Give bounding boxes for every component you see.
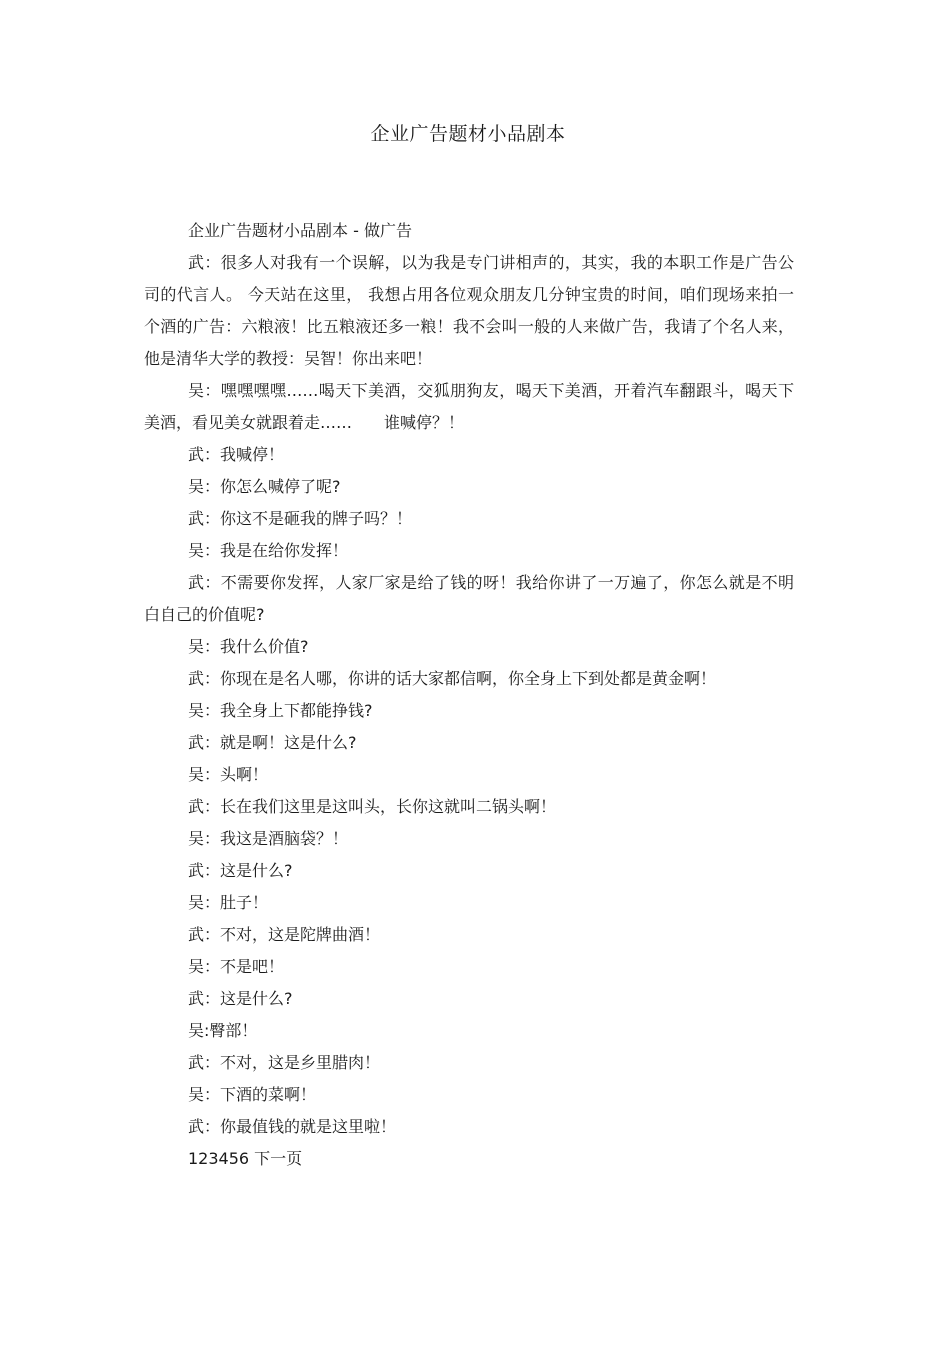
- dialogue-line: 吴：你怎么喊停了呢?: [188, 477, 341, 496]
- dialogue-line: 武：你最值钱的就是这里啦！: [188, 1117, 397, 1136]
- dialogue-line: 吴：不是吧！: [188, 957, 285, 976]
- dialogue-line: 武：很多人对我有一个误解，以为我是专门讲相声的，其实，我的本职工作是广告公司的代言人。 今天站在这里， 我想占用各位观众朋友几分钟宝贵的时间，咱们现场来拍一个酒的广告：六粮液！比五粮液还多一粮！我不会叫一般的人来做广告，我请了个名人来，他是清华大学的教授：吴智！你出来吧！: [144, 253, 794, 368]
- dialogue-line: 武：你这不是砸我的牌子吗？！: [188, 509, 413, 528]
- dialogue-line: 吴：我这是酒脑袋？！: [188, 829, 349, 848]
- dialogue-line: 吴：我什么价值?: [188, 637, 309, 656]
- dialogue-line: 吴：我全身上下都能挣钱?: [188, 701, 373, 720]
- dialogue-line: 武：不需要你发挥，人家厂家是给了钱的呀！我给你讲了一万遍了，你怎么就是不明白自己的价值呢?: [144, 573, 794, 624]
- dialogue-line: 武：这是什么?: [188, 861, 293, 880]
- next-page-link[interactable]: 下一页: [254, 1149, 303, 1168]
- dialogue-line: 吴：头啊！: [188, 765, 269, 784]
- dialogue-line: 吴：下酒的菜啊！: [188, 1085, 317, 1104]
- dialogue-line: 吴：肚子！: [188, 893, 269, 912]
- dialogue-line: 武：就是啊！这是什么?: [188, 733, 357, 752]
- dialogue-line: 武：长在我们这里是这叫头，长你这就叫二锅头啊！: [188, 797, 557, 816]
- dialogue-line: 武：你现在是名人哪，你讲的话大家都信啊，你全身上下到处都是黄金啊！: [188, 669, 717, 688]
- dialogue-line: 武：这是什么?: [188, 989, 293, 1008]
- document-title: 企业广告题材小品剧本: [370, 123, 566, 145]
- subtitle-line: 企业广告题材小品剧本 - 做广告: [188, 221, 412, 240]
- page-number-links[interactable]: 123456: [188, 1149, 250, 1168]
- dialogue-line: 武：我喊停！: [188, 445, 285, 464]
- dialogue-line: 武：不对，这是乡里腊肉！: [188, 1053, 381, 1072]
- dialogue-line: 武：不对，这是陀牌曲酒！: [188, 925, 381, 944]
- dialogue-line: 吴:臀部！: [188, 1021, 258, 1040]
- pagination: [144, 1143, 794, 1175]
- dialogue-line: 吴：我是在给你发挥！: [188, 541, 349, 560]
- dialogue-line: 吴：嘿嘿嘿嘿……喝天下美酒，交狐朋狗友，喝天下美酒，开着汽车翻跟斗，喝天下美酒，看见美女就跟着走…… 谁喊停？！: [144, 381, 794, 432]
- document-body: [144, 215, 794, 1175]
